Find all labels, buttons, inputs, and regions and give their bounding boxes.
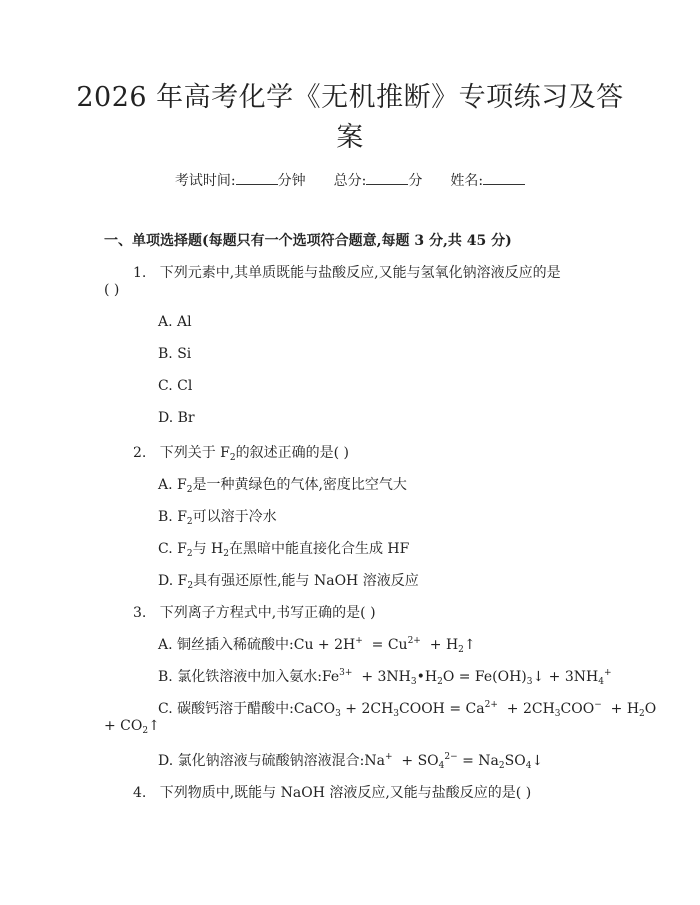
time-field: 考试时间: 分钟 bbox=[175, 170, 306, 190]
name-blank bbox=[483, 170, 525, 185]
page-title bbox=[60, 78, 640, 158]
option-3b: B. 氯化铁溶液中加入氨水$:Fe^{3+}$ + $3NH_3•H_2O$ = $Fe(OH)_3↓ + 3NH_4^+$ bbox=[158, 668, 612, 687]
question-3: 3. 下列离子方程式中,书写正确的是( ) bbox=[133, 605, 376, 621]
score-field: 总分: 分 bbox=[334, 170, 423, 190]
title-line-2: 案 bbox=[336, 122, 364, 153]
option-3a: A. 铜丝插入稀硫酸中:Cu + $2H^+ = Cu^{2+}$ + $H_2↑$ bbox=[158, 636, 476, 655]
option-1c: C. Cl bbox=[158, 378, 193, 394]
question-number: 1. bbox=[133, 265, 147, 281]
option-1a: A. Al bbox=[158, 314, 192, 330]
option-3d: D. 氯化钠溶液与硫酸钠溶液混合:Na+ + $SO_4^{2-}$ = $Na_2SO_4↓$ bbox=[158, 752, 544, 771]
title-line-1: 2026 年高考化学《无机推断》专项练习及答 bbox=[76, 82, 624, 113]
section-heading: 一、单项选择题(每题只有一个选项符合题意,每题 3 分,共 45 分) bbox=[104, 233, 512, 249]
time-blank bbox=[236, 170, 278, 185]
question-2: 2. 下列关于 $F_2$的叙述正确的是( ) bbox=[133, 445, 349, 463]
question-1-continued: ( ) bbox=[104, 282, 120, 298]
question-stem: 下列元素中,其单质既能与盐酸反应,又能与氢氧化钠溶液反应的是 bbox=[159, 265, 561, 281]
exam-meta bbox=[0, 170, 700, 190]
option-1d: D. Br bbox=[158, 410, 195, 426]
option-2b: B. $F_2$可以溶于冷水 bbox=[158, 509, 277, 527]
option-2d: D. $F_2$具有强还原性,能与 NaOH 溶液反应 bbox=[158, 573, 419, 591]
question-4: 4. 下列物质中,既能与 NaOH 溶液反应,又能与盐酸反应的是( ) bbox=[133, 785, 532, 801]
option-3c: C. 碳酸钙溶于醋酸中:CaCO$_3$ + $2CH_3COOH = Ca^{2+} + 2CH_3COO^- + H_2O$ bbox=[158, 700, 657, 719]
option-2a: A. $F_2$是一种黄绿色的气体,密度比空气大 bbox=[158, 477, 407, 495]
option-1b: B. Si bbox=[158, 346, 192, 362]
score-blank bbox=[366, 170, 408, 185]
option-2c: C. $F_2$与 $H_2$在黑暗中能直接化合生成 HF bbox=[158, 541, 410, 559]
option-3c-continued: + $CO_2↑$ bbox=[104, 718, 160, 736]
question-1 bbox=[133, 262, 561, 282]
name-field: 姓名: bbox=[450, 170, 525, 190]
